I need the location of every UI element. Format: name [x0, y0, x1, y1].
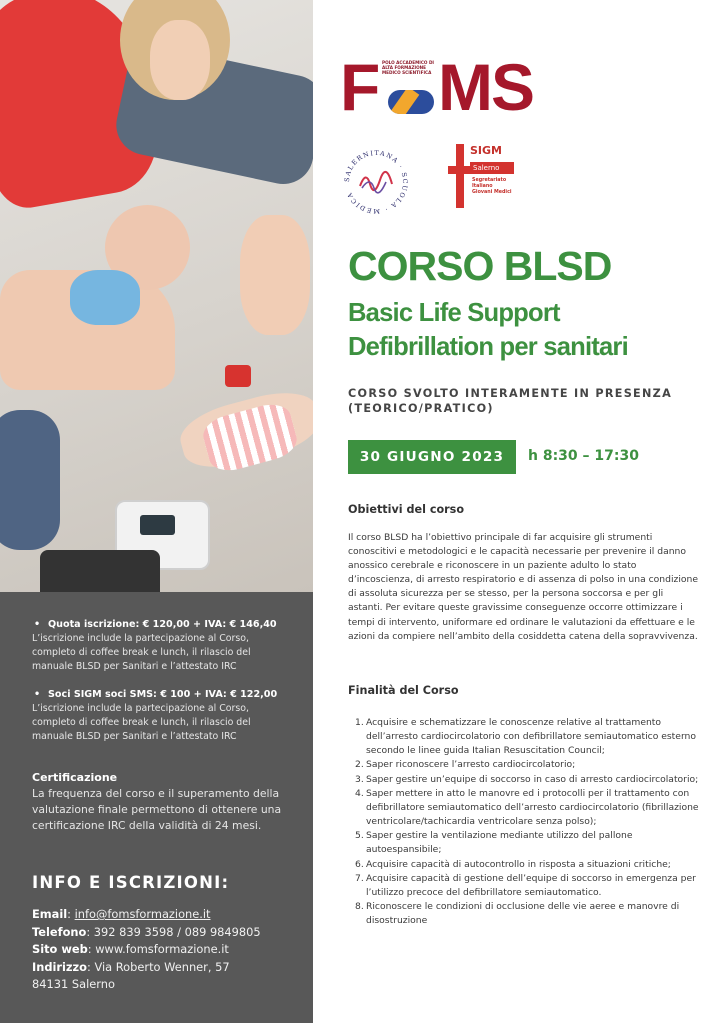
- list-item: 8. Riconoscere le condizioni di occlusione delle vie aeree e manovre di disostruzione: [355, 901, 680, 927]
- goals-heading: Finalità del Corso: [348, 684, 459, 697]
- list-item: 2. Saper riconoscere l’arresto cardiocircolatorio;: [355, 759, 576, 771]
- list-item: 3. Saper gestire un’equipe di soccorso in caso di arresto cardiocircolatorio;: [355, 773, 699, 785]
- foms-logo: [340, 50, 533, 126]
- contact-info: Email: info@fomsformazione.it Telefono: 392 839 3598 / 089 9849805 Sito web: www.fomsformazione.it Indirizzo: Via Roberto Wenner, 57 84131 Salerno: [32, 906, 289, 994]
- subtitle-line-2: Defibrillation per sanitari: [348, 333, 628, 361]
- fee-description: L’iscrizione include la partecipazione al Corso, completo di coffee break e lunch, il rilascio del manuale BLSD per Sanitari e l’attestato IRC: [32, 703, 251, 742]
- objectives-heading: Obiettivi del corso: [348, 503, 464, 516]
- email-link[interactable]: info@fomsformazione.it: [74, 907, 211, 921]
- email-label: Email: [32, 907, 68, 921]
- sigm-logo: [446, 140, 516, 212]
- website-link[interactable]: : www.fomsformazione.it: [87, 942, 229, 957]
- foms-letter-f: F: [340, 50, 381, 124]
- list-item: 4. Saper mettere in atto le manovre ed i protocolli per il trattamento con defibrillatore semiautomatico dell’arresto cardiocircolatorio (fibrillazione ventricolare/tachicardia ventricolare senza polso);: [355, 788, 699, 827]
- website-label: Sito web: [32, 942, 88, 957]
- pill-icon: [388, 90, 434, 114]
- subtitle-line-1: Basic Life Support: [348, 299, 560, 327]
- fee-description: L’iscrizione include la partecipazione al Corso, completo di coffee break e lunch, il rilascio del manuale BLSD per Sanitari e l’attestato IRC: [32, 633, 251, 672]
- phone-label: Telefono: [32, 924, 87, 939]
- address-label: Indirizzo: [32, 959, 88, 974]
- list-item: 7. Acquisire capacità di gestione dell’equipe di soccorso in emergenza per l’utilizzo precoce del defibrillatore semiautomatico.: [355, 872, 696, 898]
- sigm-subtitle: Segretariato Italiano Giovani Medici: [472, 178, 512, 195]
- course-date-badge: 30 GIUGNO 2023: [348, 440, 516, 474]
- list-item: 5. Saper gestire la ventilazione mediante utilizzo del pallone autoespansibile;: [355, 830, 633, 856]
- course-mode: CORSO SVOLTO INTERAMENTE IN PRESENZA (TEORICO/PRATICO): [348, 387, 673, 415]
- address-street: : Via Roberto Wenner, 57: [87, 959, 230, 974]
- foms-tagline: POLO ACCADEMICO DI ALTA FORMAZIONE MEDICO SCIENTIFICA: [382, 60, 434, 75]
- objectives-text: Il corso BLSD ha l’obiettivo principale di far acquisire gli strumenti conoscitivi e metodologici e le capacità necessarie per prevenire il danno anossico cerebrale e riconoscere in un paziente adulto lo stato d’incoscienza, di arresto respiratorio e di assenza di polso in una condizione di assoluta sicurezza per se stesso, per la persona soccorsa e per gli astanti. Per evitare queste gravissime conseguenze occorre ottimizzare i tempi di intervento, uniformare ed ordinare le valutazioni da effettuare e le azioni da compiere nell’ambito della cosiddetta catena della sopravvivenza.: [348, 532, 698, 642]
- list-item: 1. Acquisire e schematizzare le conoscenze relative al trattamento dell’arresto cardiocircolatorio con defibrillatore semiautomatico esterno secondo le linee guida Italian Resuscitation Council;: [355, 717, 696, 756]
- scuola-seal-icon: [340, 146, 412, 218]
- fee-title: • Soci SIGM soci SMS: € 100 + IVA: € 122,00: [32, 688, 289, 702]
- fee-block: [32, 688, 289, 744]
- info-panel: [0, 592, 313, 1023]
- course-subtitle: [348, 296, 628, 364]
- fee-block: [32, 618, 289, 674]
- list-item: 6. Acquisire capacità di autocontrollo in risposta a situazioni critiche;: [355, 858, 671, 870]
- cpr-training-photo: [0, 0, 313, 592]
- sigm-name: SIGM: [470, 144, 502, 157]
- medical-cross-icon: [448, 144, 472, 208]
- goals-list: [355, 716, 705, 929]
- certification-text: La frequenza del corso e il superamento della valutazione finale permettono di ottenere una certificazione IRC della validità di 24 mesi.: [32, 787, 282, 832]
- info-title: INFO E ISCRIZIONI:: [32, 873, 230, 892]
- certification-block: [32, 770, 289, 834]
- foms-letters-ms: MS: [438, 50, 533, 124]
- address-city: 84131 Salerno: [32, 977, 115, 992]
- scuola-medica-salernitana-logo: [340, 146, 412, 218]
- fee-title: • Quota iscrizione: € 120,00 + IVA: € 146,40: [32, 618, 289, 632]
- sigm-city: Salerno: [470, 162, 514, 174]
- course-hours: h 8:30 – 17:30: [528, 448, 639, 464]
- phone-number: : 392 839 3598 / 089 9849805: [86, 924, 261, 939]
- svg-text:SALERNITANA · SCUOLA · MEDICA: SALERNITANA · SCUOLA · MEDICA: [342, 148, 410, 216]
- course-title: CORSO BLSD: [348, 243, 612, 289]
- certification-title: Certificazione: [32, 771, 118, 784]
